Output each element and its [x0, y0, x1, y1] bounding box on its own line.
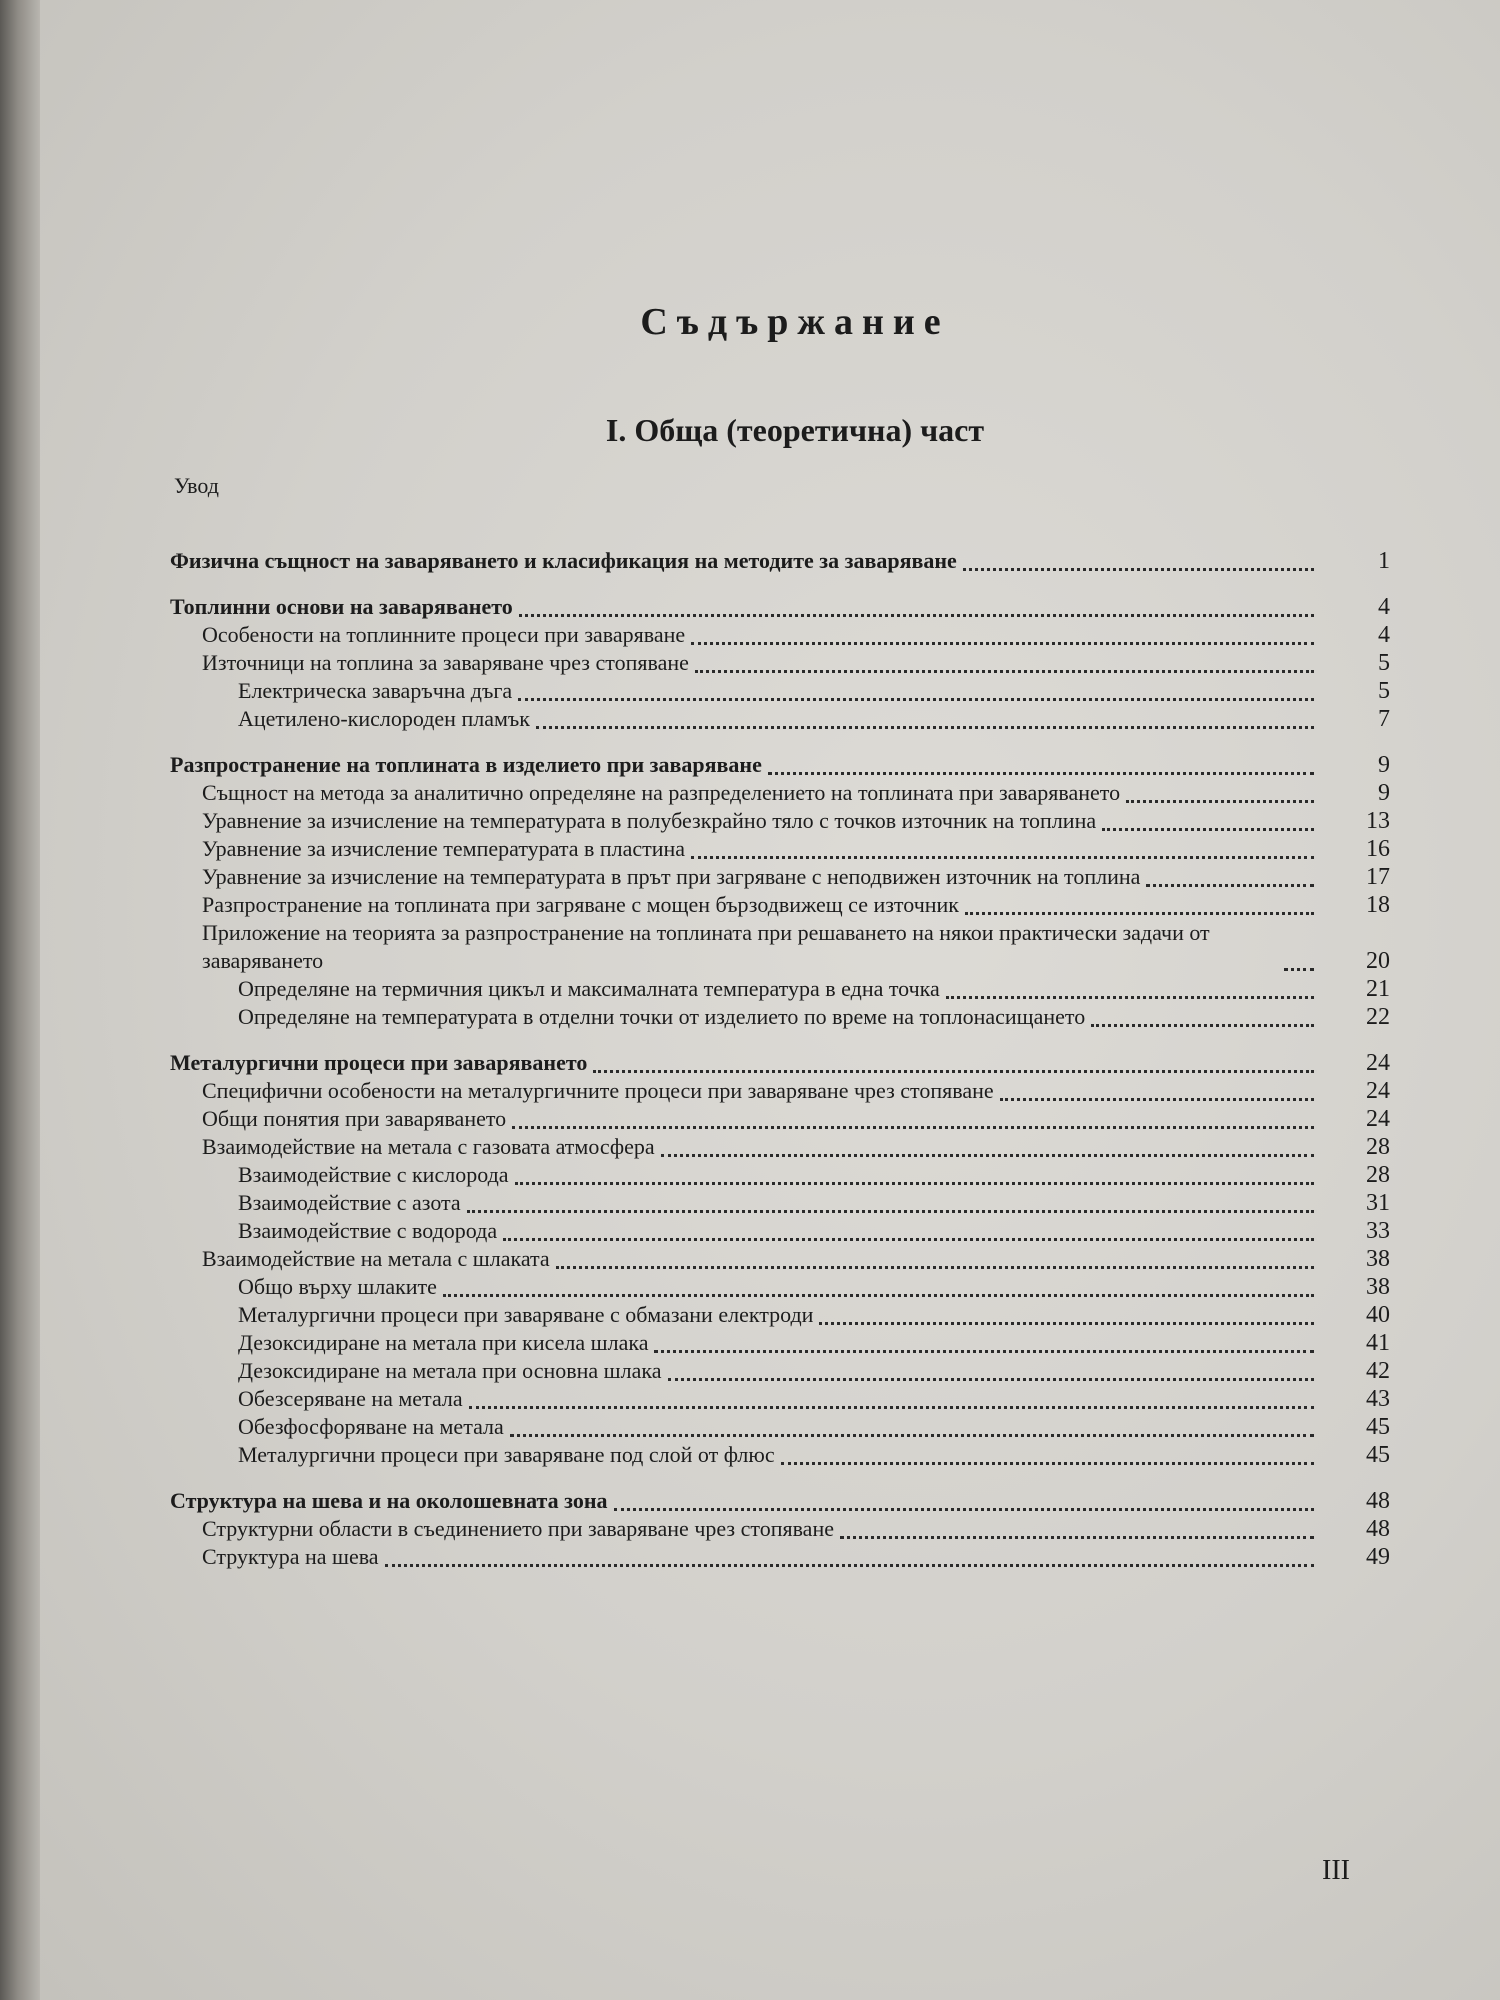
toc-entry-page-number: 22	[1366, 1004, 1390, 1030]
dot-leader	[1126, 792, 1314, 803]
dot-leader	[695, 662, 1314, 673]
toc-entry	[150, 1329, 1400, 1357]
toc-entry	[150, 593, 1400, 621]
dot-leader	[946, 988, 1314, 999]
dot-leader	[691, 634, 1314, 645]
dot-leader	[515, 1174, 1314, 1185]
toc-entry-title: Уравнение за изчисление на температурата в прът при загряване с неподвижен източник на топлина	[202, 864, 1141, 889]
toc-entry-page-number: 38	[1366, 1274, 1390, 1300]
dot-leader	[691, 848, 1314, 859]
toc-entry-page-number: 9	[1378, 752, 1390, 778]
toc-entry	[150, 705, 1400, 733]
dot-leader	[1000, 1090, 1314, 1101]
toc-entry	[150, 919, 1400, 975]
toc-entry-page-number: 24	[1366, 1050, 1390, 1076]
dot-leader	[518, 690, 1314, 701]
toc-entry-title: Металургични процеси при заваряване с обмазани електроди	[238, 1302, 814, 1327]
toc-entry-title: Взаимодействие с водорода	[238, 1218, 498, 1243]
toc-entry-title: Структура на шева	[202, 1544, 379, 1569]
dot-leader	[768, 764, 1314, 775]
toc-entry-title: Разпространение на топлината в изделието при заваряване	[170, 752, 762, 777]
toc-entry	[150, 1385, 1400, 1413]
toc-entry	[150, 751, 1400, 779]
toc-entry-page-number: 4	[1378, 594, 1390, 620]
toc-entry-title: Структурни области в съединението при заваряване чрез стопяване	[202, 1516, 834, 1541]
toc-entry-title: Общо върху шлаките	[238, 1274, 437, 1299]
dot-leader	[781, 1454, 1314, 1465]
toc-entry-title: Разпространение на топлината при загряване с мощен бързодвижещ се източник	[202, 892, 959, 917]
toc-entry	[150, 835, 1400, 863]
dot-leader	[510, 1426, 1314, 1437]
dot-leader	[1284, 960, 1314, 971]
toc-entry	[150, 1217, 1400, 1245]
toc-entry-page-number: 31	[1366, 1190, 1390, 1216]
toc-entry	[150, 975, 1400, 1003]
toc-entry	[150, 1077, 1400, 1105]
toc-entry-title: Определяне на термичния цикъл и максималната температура в една точка	[238, 976, 940, 1001]
toc-entry-page-number: 7	[1378, 706, 1390, 732]
toc-entry-title: Взаимодействие на метала с шлаката	[202, 1246, 550, 1271]
toc-entry	[150, 863, 1400, 891]
dot-leader	[512, 1118, 1314, 1129]
part-title: I. Обща (теоретична) част	[605, 412, 985, 448]
page-title: Съдържание	[640, 301, 950, 343]
toc-entry-page-number: 20	[1366, 948, 1390, 974]
toc-entry	[150, 621, 1400, 649]
toc-entry-page-number: 48	[1366, 1516, 1390, 1542]
toc-entry-page-number: 9	[1378, 780, 1390, 806]
toc-entry	[150, 649, 1400, 677]
toc-entry	[150, 1543, 1400, 1571]
toc-entry-page-number: 13	[1366, 808, 1390, 834]
toc-entry	[150, 1189, 1400, 1217]
book-spine-shadow	[0, 0, 40, 2000]
toc-page-content	[150, 300, 1400, 1571]
toc-entry-title: Дезоксидиране на метала при кисела шлака	[238, 1330, 649, 1355]
toc-entry-title: Електрическа заваръчна дъга	[238, 678, 513, 703]
toc-entry-page-number: 17	[1366, 864, 1390, 890]
toc-intro-label: Увод	[174, 473, 219, 498]
dot-leader	[467, 1202, 1314, 1213]
toc-entry-title: Взаимодействие с кислорода	[238, 1162, 509, 1187]
toc-entry-page-number: 43	[1366, 1386, 1390, 1412]
dot-leader	[819, 1314, 1314, 1325]
toc-entry	[150, 1105, 1400, 1133]
dot-leader	[556, 1258, 1314, 1269]
toc-entry-page-number: 21	[1366, 976, 1390, 1002]
toc-entry	[150, 1515, 1400, 1543]
dot-leader	[661, 1146, 1314, 1157]
toc-entry-title: Уравнение за изчисление на температурата в полубезкрайно тяло с точков източник на топлина	[202, 808, 1097, 833]
dot-leader	[614, 1500, 1314, 1511]
toc-entry-page-number: 16	[1366, 836, 1390, 862]
toc-entry-title: Същност на метода за аналитично определяне на разпределението на топлината при заваряването	[202, 780, 1121, 805]
dot-leader	[963, 560, 1314, 571]
toc-entry-page-number: 48	[1366, 1488, 1390, 1514]
toc-entry-page-number: 41	[1366, 1330, 1390, 1356]
toc-entry-title: Обезсеряване на метала	[238, 1386, 463, 1411]
toc-entry	[150, 807, 1400, 835]
toc-entry	[150, 547, 1400, 575]
dot-leader	[1091, 1016, 1314, 1027]
dot-leader	[593, 1062, 1314, 1073]
dot-leader	[840, 1528, 1314, 1539]
toc-entry-page-number: 38	[1366, 1246, 1390, 1272]
toc-entry	[150, 1413, 1400, 1441]
toc-entry-page-number: 5	[1378, 650, 1390, 676]
toc-entry-page-number: 33	[1366, 1218, 1390, 1244]
toc-entry	[150, 1245, 1400, 1273]
dot-leader	[385, 1556, 1314, 1567]
page-folio: III	[1322, 1855, 1350, 1886]
toc-entry-page-number: 18	[1366, 892, 1390, 918]
dot-leader	[536, 718, 1314, 729]
dot-leader	[443, 1286, 1314, 1297]
toc-entry-page-number: 5	[1378, 678, 1390, 704]
toc-entry	[150, 891, 1400, 919]
toc-entry-page-number: 24	[1366, 1106, 1390, 1132]
toc-entry-title: Особености на топлинните процеси при заваряване	[202, 622, 686, 647]
dot-leader	[519, 606, 1314, 617]
toc-entry-title: Дезоксидиране на метала при основна шлака	[238, 1358, 662, 1383]
toc-entry-title: Структура на шева и на околошевната зона	[170, 1488, 608, 1513]
toc-entry	[150, 1161, 1400, 1189]
toc-entry-title: Общи понятия при заваряването	[202, 1106, 507, 1131]
toc-entry-page-number: 4	[1378, 622, 1390, 648]
dot-leader	[1102, 820, 1314, 831]
toc-entry	[150, 1441, 1400, 1469]
toc-entry-page-number: 1	[1378, 548, 1390, 574]
table-of-contents	[150, 547, 1400, 1571]
toc-entry-title: Специфични особености на металургичните процеси при заваряване чрез стопяване	[202, 1078, 994, 1103]
toc-entry	[150, 1133, 1400, 1161]
dot-leader	[654, 1342, 1314, 1353]
toc-entry	[150, 677, 1400, 705]
toc-entry-title: Източници на топлина за заваряване чрез стопяване	[202, 650, 689, 675]
dot-leader	[965, 904, 1314, 915]
toc-entry-page-number: 42	[1366, 1358, 1390, 1384]
toc-entry	[150, 779, 1400, 807]
toc-entry-title: Уравнение за изчисление температурата в пластина	[202, 836, 686, 861]
toc-entry-title: Ацетилено-кислороден пламък	[238, 706, 530, 731]
dot-leader	[1146, 876, 1314, 887]
toc-entry-page-number: 28	[1366, 1162, 1390, 1188]
dot-leader	[469, 1398, 1314, 1409]
toc-entry	[150, 1273, 1400, 1301]
toc-entry	[150, 1487, 1400, 1515]
dot-leader	[503, 1230, 1314, 1241]
toc-entry-page-number: 24	[1366, 1078, 1390, 1104]
toc-entry-page-number: 45	[1366, 1442, 1390, 1468]
toc-entry	[150, 1049, 1400, 1077]
toc-entry-title: Топлинни основи на заваряването	[170, 594, 513, 619]
dot-leader	[668, 1370, 1315, 1381]
toc-entry-title: Взаимодействие с азота	[238, 1190, 461, 1215]
toc-entry-page-number: 49	[1366, 1544, 1390, 1570]
toc-entry	[150, 1301, 1400, 1329]
toc-entry-title: Обезфосфоряване на метала	[238, 1414, 504, 1439]
toc-entry-title: Металургични процеси при заваряване под слой от флюс	[238, 1442, 775, 1467]
toc-entry	[150, 1003, 1400, 1031]
toc-entry	[150, 1357, 1400, 1385]
toc-entry-page-number: 28	[1366, 1134, 1390, 1160]
toc-entry-page-number: 45	[1366, 1414, 1390, 1440]
toc-entry-title: Физична същност на заваряването и класификация на методите за заваряване	[170, 548, 957, 573]
toc-entry-page-number: 40	[1366, 1302, 1390, 1328]
book-page	[40, 0, 1500, 2000]
toc-entry-title: Определяне на температурата в отделни точки от изделието по време на топлонасищането	[238, 1004, 1086, 1029]
toc-entry-title: Взаимодействие на метала с газовата атмосфера	[202, 1134, 655, 1159]
toc-entry-title: Приложение на теорията за разпространение на топлината при решаването на някои практически задачи от заваряването	[202, 920, 1210, 973]
toc-entry-title: Металургични процеси при заваряването	[170, 1050, 588, 1075]
